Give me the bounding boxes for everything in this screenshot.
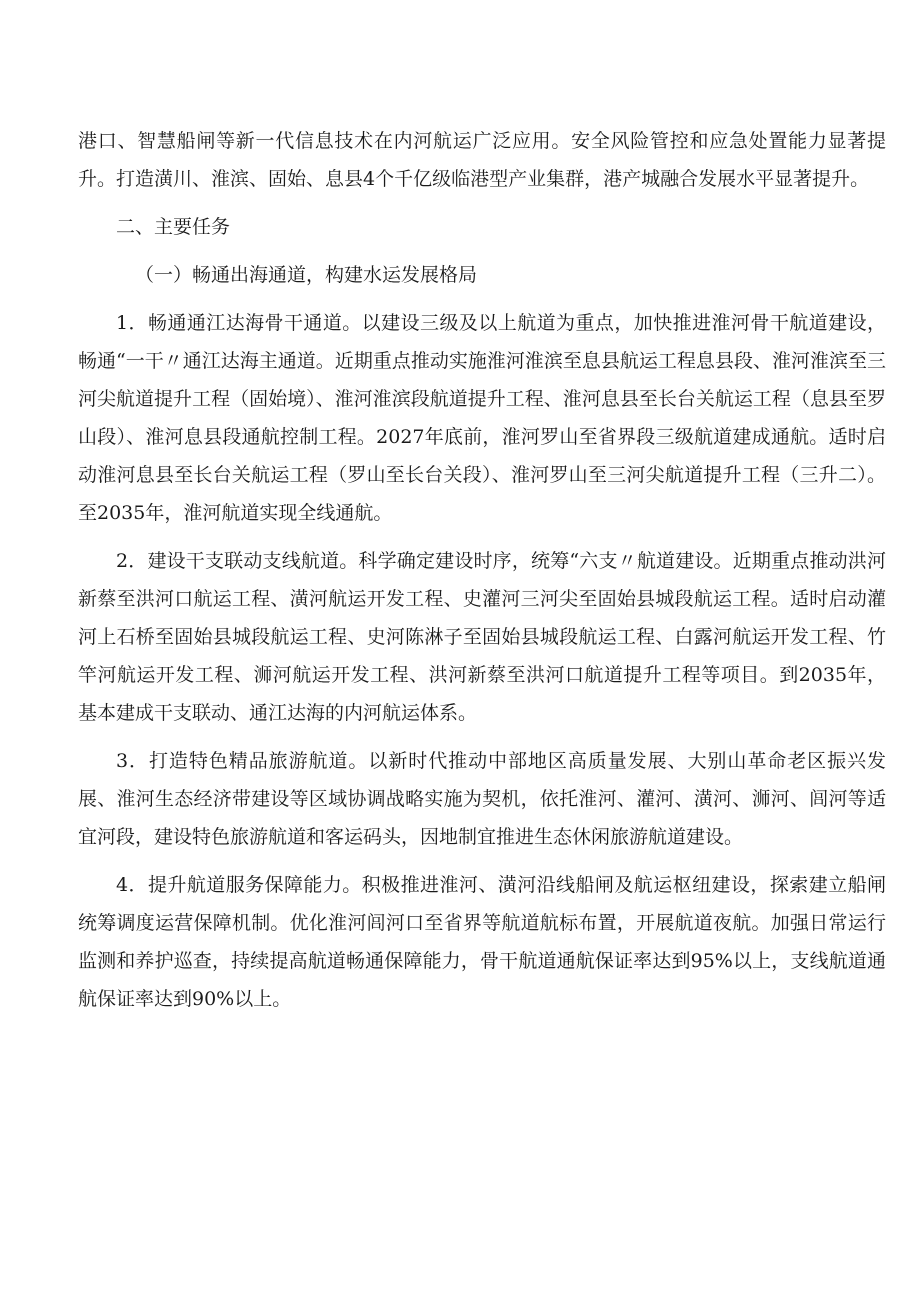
task-item-4: 4．提升航道服务保障能力。积极推进淮河、潢河沿线船闸及航运枢纽建设，探索建立船闸统筹调度运营保障机制。优化淮河闾河口至省界等航道航标布置，开展航道夜航。加强日常运行监测和养护巡查，持续提高航道畅通保障能力，骨干航道通航保证率达到95%以上，支线航道通航保证率达到90%以上。 bbox=[78, 874, 886, 1010]
intro-paragraph: 港口、智慧船闸等新一代信息技术在内河航运广泛应用。安全风险管控和应急处置能力显著提升。打造潢川、淮滨、固始、息县4个千亿级临港型产业集群，港产城融合发展水平显著提升。 bbox=[78, 130, 886, 190]
task-item-2: 2．建设干支联动支线航道。科学确定建设时序，统筹“六支〃航道建设。近期重点推动洪河新蔡至洪河口航运工程、潢河航运开发工程、史灌河三河尖至固始县城段航运工程。适时启动灌河上石桥至固始县城段航运工程、史河陈淋子至固始县城段航运工程、白露河航运开发工程、竹竿河航运开发工程、浉河航运开发工程、洪河新蔡至洪河口航道提升工程等项目。到2035年，基本建成干支联动、通江达海的内河航运体系。 bbox=[78, 550, 886, 724]
task-item-1: 1．畅通通江达海骨干通道。以建设三级及以上航道为重点，加快推进淮河骨干航道建设，畅通“一干〃通江达海主通道。近期重点推动实施淮河淮滨至息县航运工程息县段、淮河淮滨至三河尖航道提升工程（固始境）、淮河淮滨段航道提升工程、淮河息县至长台关航运工程（息县至罗山段）、淮河息县段通航控制工程。2027年底前，淮河罗山至省界段三级航道建成通航。适时启动淮河息县至长台关航运工程（罗山至长台关段）、淮河罗山至三河尖航道提升工程（三升二）。至2035年，淮河航道实现全线通航。 bbox=[78, 312, 886, 524]
document-page bbox=[78, 122, 886, 1028]
subsection-heading: （一）畅通出海通道，构建水运发展格局 bbox=[135, 264, 478, 286]
task-item-3: 3．打造特色精品旅游航道。以新时代推动中部地区高质量发展、大别山革命老区振兴发展、淮河生态经济带建设等区域协调战略实施为契机，依托淮河、灌河、潢河、浉河、闾河等适宜河段，建设特色旅游航道和客运码头，因地制宜推进生态休闲旅游航道建设。 bbox=[78, 750, 886, 848]
section-heading: 二、主要任务 bbox=[116, 216, 231, 238]
